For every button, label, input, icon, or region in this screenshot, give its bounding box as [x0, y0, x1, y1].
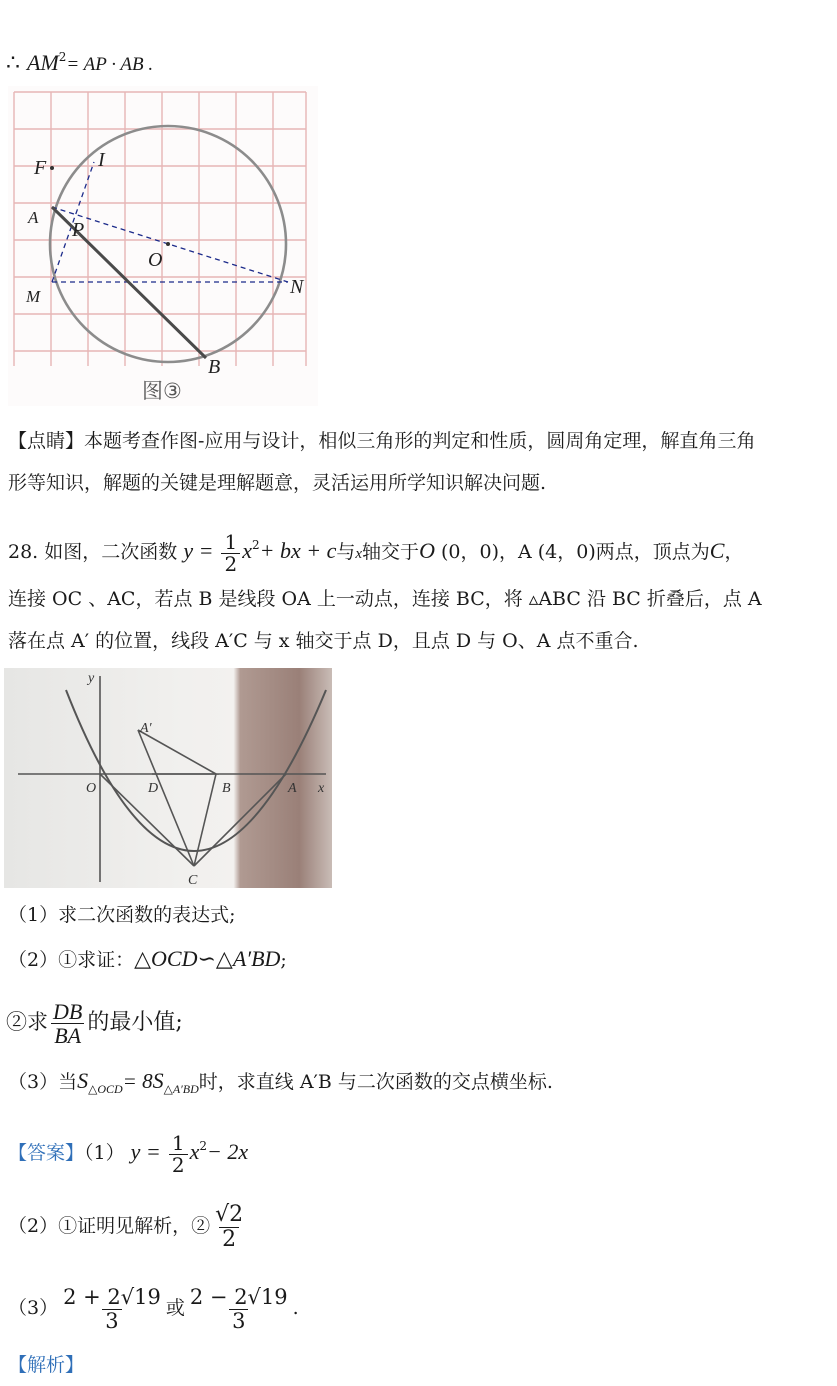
- question-2a-math: △OCD∽△A′BD: [134, 946, 281, 971]
- answer-3-frac-1: [60, 1286, 164, 1331]
- db-num: DB: [53, 998, 83, 1024]
- two-den: 2: [219, 1227, 239, 1251]
- answer-1-prefix: （1）: [84, 1142, 125, 1164]
- label-x: x: [318, 781, 325, 796]
- figure-3-caption: 图③: [142, 379, 182, 403]
- answer-tag: 【答案】: [8, 1142, 85, 1164]
- s-ocd: S: [77, 1068, 89, 1093]
- am-exponent: 2: [58, 50, 67, 64]
- answer-exp: 2: [199, 1139, 207, 1153]
- point-o: [166, 242, 170, 246]
- answer-half: [169, 1130, 188, 1177]
- s-ocd-sub: △OCD: [88, 1082, 123, 1096]
- comment-line-2: [8, 470, 546, 496]
- eq-half: [221, 529, 240, 576]
- problem-text-2: 连接 OC 、AC，若点 B 是线段 OA 上一动点，连接 BC，将 ▵ABC 沿 BC 折叠后，点 A: [8, 588, 762, 610]
- figure-parabola: [4, 668, 332, 888]
- answer-3-frac-2: [187, 1286, 291, 1331]
- label-b: B: [208, 356, 221, 378]
- label-n: N: [290, 276, 304, 298]
- figure-3-circle: [8, 86, 318, 406]
- answer-half-den: 2: [169, 1154, 188, 1176]
- answer-half-num: 1: [171, 1130, 185, 1155]
- question-3: [8, 1068, 553, 1102]
- answer-3-end: .: [292, 1297, 299, 1319]
- answer-3-num-2: 2 − 2√19: [189, 1285, 288, 1310]
- eq-rest: + bx + c: [259, 538, 337, 563]
- equals-eight: = 8: [122, 1069, 153, 1093]
- label-i: I: [98, 149, 105, 171]
- eq-exp: 2: [251, 538, 260, 552]
- answer-2: [8, 1196, 248, 1256]
- problem-line-2: [8, 586, 762, 612]
- answer-3-or: 或: [165, 1297, 185, 1319]
- comment-text-1: 本题考查作图-应用与设计，相似三角形的判定和性质，圆周角定理，解直角三角: [84, 430, 756, 452]
- label-a: A: [28, 208, 39, 227]
- db-over-ba: [50, 1000, 85, 1047]
- therefore-line: [6, 44, 153, 78]
- point-f: [50, 166, 54, 170]
- label-d: D: [148, 781, 159, 796]
- answer-x: x: [189, 1139, 200, 1164]
- label-f: F: [34, 157, 47, 179]
- label-b-graph: B: [222, 781, 231, 796]
- label-y: y: [88, 671, 95, 686]
- label-m: M: [26, 287, 41, 306]
- answer-rest: − 2x: [206, 1139, 249, 1164]
- answer-y: y =: [130, 1139, 161, 1164]
- therefore-symbol: ∴: [6, 51, 20, 76]
- problem-comma: ，: [724, 541, 744, 563]
- x-var: x: [355, 546, 363, 562]
- s-abd-sub: △A′BD: [163, 1082, 199, 1096]
- analysis-line: [8, 1352, 84, 1378]
- problem-intro: 28. 如图，二次函数: [8, 541, 178, 563]
- answer-3-num-1: 2 + 2√19: [63, 1285, 161, 1310]
- question-3-prefix: （3）当: [8, 1071, 78, 1093]
- answer-3-den-2: 3: [229, 1309, 248, 1332]
- problem-line-1: [8, 522, 743, 577]
- comment-text-2: 形等知识，解题的关键是理解题意，灵活运用所学知识解决问题.: [8, 472, 547, 494]
- ap-ab-term: = AP · AB .: [66, 54, 154, 75]
- comment-tag: 【点睛】: [8, 430, 85, 452]
- point-c-text: C: [709, 538, 725, 563]
- point-o-text: O: [419, 538, 435, 563]
- answer-2-prefix: （2）①证明见解析，②: [8, 1215, 211, 1237]
- ba-den: BA: [51, 1023, 84, 1047]
- problem-line-3: [8, 628, 639, 654]
- comment-line-1: [8, 428, 755, 454]
- question-1: [8, 902, 236, 928]
- question-1-text: （1）求二次函数的表达式;: [8, 904, 236, 926]
- problem-with: 与: [336, 541, 356, 563]
- label-a-graph: A: [288, 781, 297, 796]
- answer-3-den-1: 3: [102, 1309, 121, 1332]
- question-2b-prefix: ②求: [6, 1010, 48, 1034]
- label-p: P: [72, 219, 85, 241]
- eq-x: x: [242, 538, 252, 563]
- question-2b-suffix: 的最小值;: [87, 1010, 183, 1035]
- answer-3-prefix: （3）: [8, 1297, 59, 1319]
- answer-1: [8, 1120, 248, 1179]
- question-2a-prefix: （2）①求证：: [8, 949, 135, 971]
- question-3-suffix: 时，求直线 A′B 与二次函数的交点横坐标.: [198, 1071, 553, 1093]
- eq-y: y =: [183, 538, 214, 563]
- sqrt2-over-2: [212, 1203, 246, 1250]
- label-a-prime: A′: [140, 721, 152, 736]
- label-c: C: [188, 873, 198, 888]
- problem-points: (0，0)，A (4，0)两点，顶点为: [434, 541, 710, 563]
- analysis-tag: 【解析】: [8, 1354, 85, 1376]
- question-2a: [8, 946, 287, 973]
- s-abd: S: [152, 1068, 164, 1093]
- eq-half-num: 1: [224, 529, 238, 554]
- am-term: AM: [27, 50, 59, 75]
- sqrt2-num: √2: [215, 1202, 244, 1228]
- problem-axis: 轴交于: [362, 541, 420, 563]
- eq-half-den: 2: [221, 553, 240, 575]
- question-2b: [6, 994, 183, 1051]
- question-2a-end: ;: [280, 949, 287, 971]
- problem-text-3: 落在点 A′ 的位置，线段 A′C 与 x 轴交于点 D，且点 D 与 O、A 点不重合.: [8, 630, 639, 652]
- answer-3: [8, 1278, 299, 1338]
- label-o-graph: O: [86, 781, 97, 796]
- label-o: O: [148, 249, 163, 271]
